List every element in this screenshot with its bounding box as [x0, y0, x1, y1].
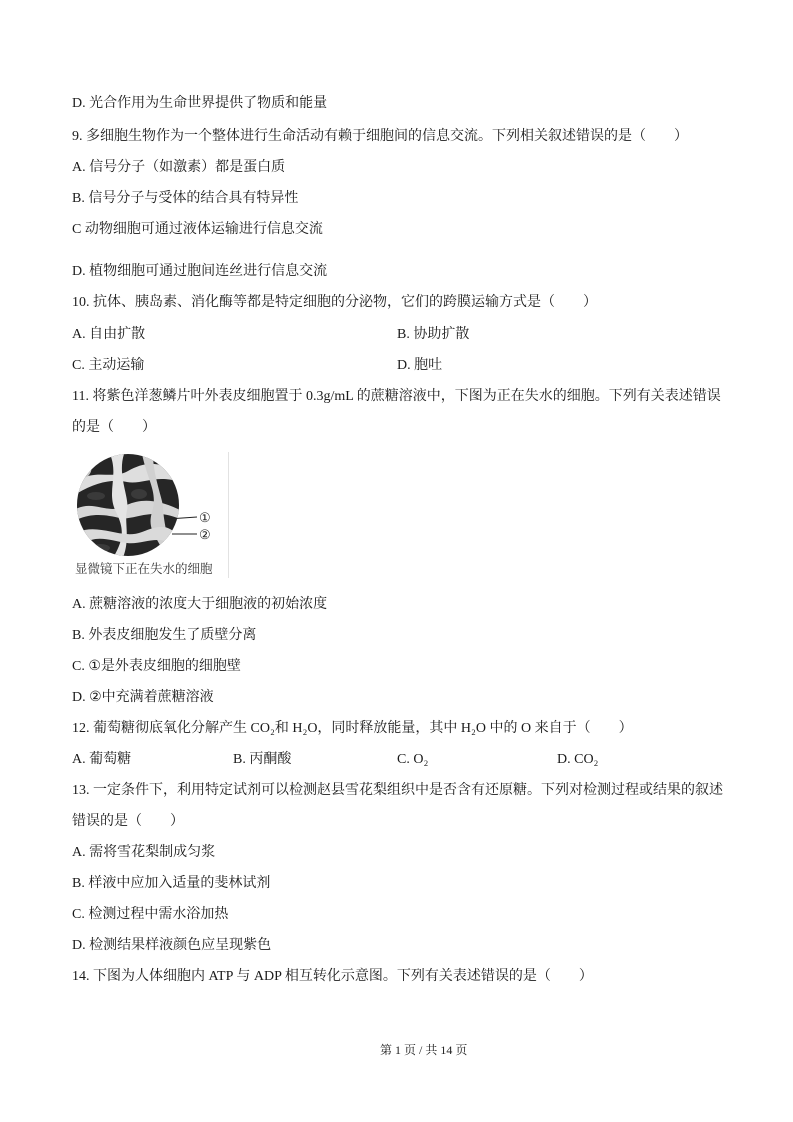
protoplast	[131, 489, 147, 499]
q11-option-a: A. 蔗糖溶液的浓度大于细胞液的初始浓度	[72, 597, 328, 612]
q13-stem-line-1: 13. 一定条件下，利用特定试剂可以检测赵县雪花梨组织中是否含有还原糖。下列对检测过程或结果的叙述	[72, 783, 723, 798]
q11-stem-line-2: 的是（ ）	[72, 420, 156, 435]
q9-option-c: C 动物细胞可通过液体运输进行信息交流	[72, 222, 323, 237]
q10-stem: 10. 抗体、胰岛素、消化酶等都是特定细胞的分泌物，它们的跨膜运输方式是（ ）	[72, 295, 597, 310]
q14-stem: 14. 下图为人体细胞内 ATP 与 ADP 相互转化示意图。下列有关表述错误的是（ ）	[72, 969, 593, 984]
q11-option-b: B. 外表皮细胞发生了质壁分离	[72, 628, 257, 643]
q12-option-a: A. 葡萄糖	[72, 752, 132, 767]
q10-option-b: B. 协助扩散	[397, 327, 470, 342]
label-2: ②	[199, 528, 211, 543]
q13-option-a: A. 需将雪花梨制成匀浆	[72, 845, 216, 860]
q11-stem-line-1: 11. 将紫色洋葱鳞片叶外表皮细胞置于 0.3g/mL 的蔗糖溶液中，下图为正在失水的细胞。下列有关表述错误	[72, 389, 721, 404]
label-1: ①	[199, 511, 211, 526]
q10-option-c: C. 主动运输	[72, 358, 145, 373]
q11-option-c: C. ①是外表皮细胞的细胞壁	[72, 659, 241, 674]
q9-option-d: D. 植物细胞可通过胞间连丝进行信息交流	[72, 264, 328, 279]
figure-caption: 显微镜下正在失水的细胞	[75, 562, 213, 576]
q12-option-d: D. CO₂	[557, 752, 599, 767]
microscope-image	[72, 452, 228, 578]
q13-option-b: B. 样液中应加入适量的斐林试剂	[72, 876, 271, 891]
q10-option-a: A. 自由扩散	[72, 327, 146, 342]
q10-option-d: D. 胞吐	[397, 358, 443, 373]
q13-option-d: D. 检测结果样液颜色应呈现紫色	[72, 938, 272, 953]
protoplast	[90, 544, 110, 552]
page-footer: 第 1 页 / 共 14 页	[380, 1043, 468, 1057]
q9-option-a: A. 信号分子（如激素）都是蛋白质	[72, 160, 286, 175]
q12-option-c: C. O₂	[397, 752, 429, 767]
q9-stem: 9. 多细胞生物作为一个整体进行生命活动有赖于细胞间的信息交流。下列相关叙述错误的是（ ）	[72, 129, 688, 144]
q8-option-d: D. 光合作用为生命世界提供了物质和能量	[72, 96, 328, 111]
q11-option-d: D. ②中充满着蔗糖溶液	[72, 690, 214, 705]
protoplast	[87, 492, 105, 500]
q13-stem-line-2: 错误的是（ ）	[72, 814, 184, 829]
q12-option-b: B. 丙酮酸	[233, 752, 292, 767]
q13-option-c: C. 检测过程中需水浴加热	[72, 907, 229, 922]
q9-option-b: B. 信号分子与受体的结合具有特异性	[72, 191, 299, 206]
q12-stem: 12. 葡萄糖彻底氧化分解产生 CO₂和 H₂O，同时释放能量，其中 H₂O 中的 O 来自于（ ）	[72, 721, 633, 736]
q11-microscope-figure	[72, 452, 229, 578]
